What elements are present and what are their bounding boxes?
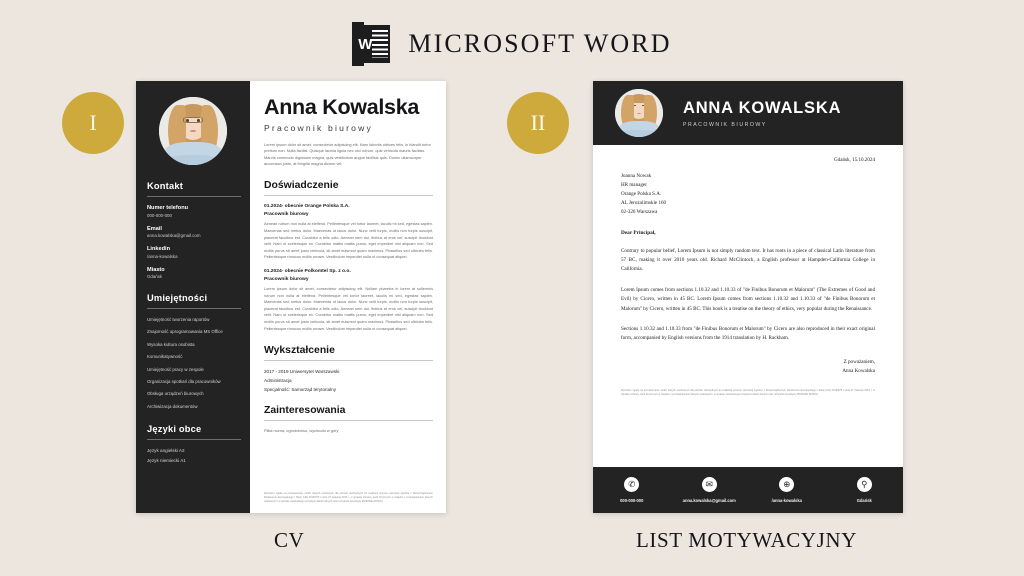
- contact-email-value: anna.kowalska@gmail.com: [147, 233, 201, 238]
- brand-header: [0, 22, 1024, 66]
- education-line: 2017 - 2019 Uniwersytet Warszawski: [264, 369, 340, 375]
- contact-phone-label: Numer telefonu: [147, 205, 189, 211]
- languages-heading: Języki obce: [147, 424, 202, 434]
- contact-heading: Kontakt: [147, 181, 184, 191]
- contact-linkedin-value: /anna-kowalska: [147, 253, 178, 259]
- contact-email: [145, 226, 241, 239]
- job-role: Pracownik biurowy: [264, 212, 309, 218]
- footer-phone-text: 000-000-000: [620, 498, 644, 503]
- letter-avatar: [615, 89, 663, 137]
- cv-main-column: [250, 81, 446, 513]
- recipient-line: Orange Polska S.A.: [621, 190, 662, 197]
- recipient-line: 02-326 Warszawa: [621, 208, 658, 215]
- caption-cv: CV: [274, 528, 305, 552]
- skill-item: Archiwizacja dokumentów: [147, 403, 198, 409]
- caption-cover-letter: LIST MOTYWACYJNY: [636, 528, 857, 552]
- skill-item: Obsługa urządzeń biurowych: [147, 391, 204, 397]
- languages-divider: [147, 439, 241, 440]
- cv-document[interactable]: [136, 81, 446, 513]
- contact-city-value: Gdańsk: [147, 274, 163, 279]
- contact-linkedin-label: Linkedin: [147, 246, 170, 252]
- letter-role: PRACOWNIK BIUROWY: [683, 121, 767, 128]
- letter-header: [593, 81, 903, 145]
- brand-title: MICROSOFT WORD: [408, 29, 672, 58]
- footer-phone: [593, 477, 671, 503]
- letter-paragraph: Contrary to popular belief, Lorem Ipsum is not simply random text. It has roots in a piece of classical Latin literature from 57 BC, making it over 2010 years old. Richard McClintock, a English professor at Hampden-California College in California.: [621, 247, 875, 273]
- contact-city: [145, 267, 241, 280]
- word-logo-icon: [352, 22, 392, 66]
- skill-item: Organizacja spotkań dla pracowników: [147, 378, 221, 384]
- job-role: Pracownik biurowy: [264, 276, 309, 282]
- contact-phone: [145, 205, 241, 218]
- job-period: 01.2024- obecnie Polkomtel Sp. z o.o.: [264, 268, 351, 274]
- interests-heading: Zainteresowania: [264, 405, 346, 417]
- experience-divider: [264, 195, 433, 196]
- recipient-line: HR manager: [621, 181, 647, 188]
- letter-rodo-clause: Wyrażam zgodę na przetwarzanie moich danych osobowych dla potrzeb niezbędnych do realizacji procesu rekrutacji zgodnie z Rozporządzeniem Parlamentu Europejskiego i Rady (UE) 2016/679 z dnia 27 kwietnia 2016 r. w sprawie ochrony osób fizycznych w związku z przetwarzaniem danych osobowych i w sprawie swobodnego przepływu takich danych oraz uchylenia dyrektywy 95/46/WE (RODO).: [621, 389, 875, 397]
- footer-city: [826, 477, 904, 503]
- letter-signature: Anna Kowalska: [842, 368, 875, 375]
- letter-paragraph: Sections 1.10.32 and 1.10.33 from "de Finibus Bonorum et Malorum" by Cicero are also reproduced in their exact original form, accompanied by English versions from the 1914 translation by H. Rackham.: [621, 326, 875, 342]
- recipient-line: AL Jerozolimskie 160: [621, 199, 667, 206]
- contact-linkedin: [145, 246, 241, 259]
- cv-rodo-clause: Wyrażam zgodę na przetwarzanie moich danych osobowych dla potrzeb niezbędnych do realizacji procesu rekrutacji zgodnie z Rozporządzeniem Parlamentu Europejskiego i Rady (UE) 2016/679 z dnia 27 kwietnia 2016 r. w sprawie ochrony osób fizycznych w związku z przetwarzaniem danych osobowych i w sprawie swobodnego przepływu takich danych oraz uchylenia dyrektywy 95/46/WE (RODO).: [264, 492, 433, 504]
- badge-one: I: [62, 92, 124, 154]
- globe-icon: ⊕: [779, 477, 794, 492]
- footer-city-text: Gdańsk: [856, 498, 872, 503]
- skill-item: Umiejętność tworzenia raportów: [147, 317, 210, 322]
- skill-item: Znajomość oprogramowania MS Office: [147, 329, 223, 335]
- cv-sidebar: [136, 81, 250, 513]
- job-period: 01.2024- obecnie Orange Polska S.A.: [264, 204, 350, 210]
- phone-icon: ✆: [624, 477, 639, 492]
- footer-email-text: anna.kowalska@gmail.com: [682, 498, 736, 503]
- cv-intro-text: Lorem ipsum dolor sit amet, consectetur adipiscing elit. Nam lobortis ultrices felis, in blandit tortor pretium non. Nulla facilisi. Quisque lacinia ligula nec orci rutrum, quis vehicula mauris facilisis. Mauris commodo dignissim magna, quis vestibulum augue facilisis quis. Donec ullamcorper accumsan justo, at fringilla magna dictum vel.: [264, 142, 431, 166]
- experience-entry: [264, 269, 433, 332]
- skill-item: Komunikatywność: [147, 354, 183, 360]
- word-logo-letter: W: [354, 34, 376, 55]
- badge-two: II: [507, 92, 569, 154]
- letter-identity: [683, 99, 841, 128]
- cv-candidate-name: Anna Kowalska: [264, 95, 420, 119]
- education-line: Administracja: [264, 378, 292, 384]
- skills-heading: Umiejętności: [147, 293, 208, 303]
- contact-divider: [147, 196, 241, 197]
- cv-avatar: [159, 97, 227, 165]
- letter-salutation: Dear Principal,: [621, 229, 656, 236]
- recipient-line: Joanna Nowak: [621, 173, 652, 179]
- experience-entry: [264, 204, 433, 261]
- cv-candidate-role: Pracownik biurowy: [264, 123, 374, 133]
- education-line: Specjalność: Samorząd terytorialny: [264, 387, 337, 393]
- letter-body: [593, 145, 903, 467]
- interests-divider: [264, 420, 433, 421]
- letter-recipient: [621, 172, 875, 217]
- letter-paragraph: Lorem Ipsum comes from sections 1.10.32 and 1.10.33 of "de Finibus Bonorum et Malorum" (The Extremes of Good and Evil) by Cicero, written in 45 BC. Lorem Ipsum comes from sections 1.10.32 and 1.10.33 of "de Finibus Bonorum et Malorum" by Cicero, written in 45 BC. This book is a treatise on the theory of ethics, very popular during the Renaissance.: [621, 286, 875, 312]
- skill-item: Wysoka kultura osobista: [147, 341, 195, 347]
- skills-divider: [147, 308, 241, 309]
- footer-linkedin: [748, 477, 826, 503]
- location-pin-icon: ⚲: [857, 477, 872, 492]
- footer-linkedin-text: /anna-kowalska: [771, 498, 802, 503]
- skill-item: Umiejętność pracy w zespole: [147, 366, 204, 372]
- envelope-icon: ✉: [702, 477, 717, 492]
- education-heading: Wykształcenie: [264, 345, 335, 357]
- language-item: Język angielski A2: [147, 448, 185, 453]
- education-divider: [264, 360, 433, 361]
- contact-city-label: Miasto: [147, 266, 165, 273]
- letter-name: ANNA KOWALSKA: [683, 98, 842, 117]
- job-description: Aenean rutrum non nulla at eleifend. Pellentesque vel tortor laoreet, iaculis mi sed, egestas sapien. Maecenas sed metus dolor. Maecenas ut lacus dolor. Nunc velit turpis, mollis non turpis suscipit, placerat faucibus est. Curabitur a felis odio. Aenean sem dui, finibus at eros vel, suscipit tincidunt velit. Nam ut scelerisque ex. Curabitur mattis mattis purus, eget imperdiet nisl aliquam non. Sed mollis purus sit amet justo vehicula, sit amet euismod quam maximus. Phasellus sed ultricies felis. Pellentesque rhoncus mollis ornare. Vestibulum imperdiet nulla ut consequat aliquet.: [264, 222, 433, 260]
- footer-email: [671, 477, 749, 503]
- language-item: Język niemiecki A1: [147, 458, 186, 463]
- job-description: Lorem ipsum dolor sit amet, consectetur adipiscing elit. Nullam pharetra in lorem at sollemnis rutrum non nulla at eleifend. Pellentesque vel tortor laoreet, iaculis mi sed, egestas sapien. Maecenas sed metus dolor. Maecenas ut lacus dolor. Nunc velit turpis, mollis non turpis suscipit, placerat faucibus est. Curabitur a felis odio. Aenean sem dui, finibus at eros vel, suscipit tincidunt velit. Nam ut scelerisque ex. Curabitur mattis mattis purus, eget imperdiet nisl aliquam non. Sed mollis purus sit amet justo vehicula, sit amet euismod quam maximus. Phasellus sed ultricies felis. Pellentesque rhoncus mollis ornare. Vestibulum imperdiet nulla ut consequat aliquet.: [264, 286, 433, 331]
- experience-heading: Doświadczenie: [264, 180, 339, 192]
- contact-email-label: Email: [147, 225, 162, 232]
- letter-footer: [593, 467, 903, 513]
- letter-closing: Z poważaniem,: [843, 358, 875, 365]
- contact-phone-value: 000-000-000: [147, 212, 172, 218]
- letter-signature-block: [621, 358, 875, 376]
- cover-letter-document[interactable]: [593, 81, 903, 513]
- letter-date: Gdańsk, 15.10.2024: [833, 157, 875, 163]
- interests-text: Piłka nożna, ogrodnictwo, wycieczki w góry: [264, 428, 339, 434]
